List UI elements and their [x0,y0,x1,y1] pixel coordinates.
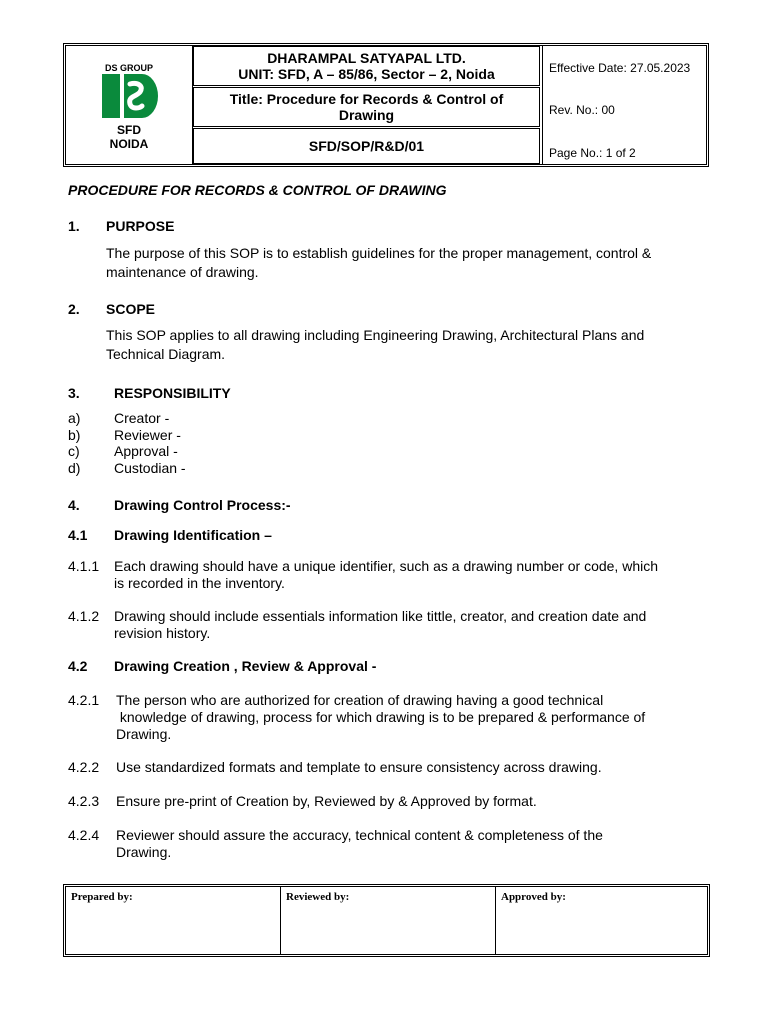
section-4-2-heading: Drawing Creation , Review & Approval - [114,658,377,674]
section-4-number: 4. [68,497,80,513]
header-table [63,43,709,167]
section-2-number: 2. [68,301,80,317]
page-number: Page No.: 1 of 2 [549,146,636,160]
clause-4-2-4-line2: Drawing. [116,844,172,860]
effective-date: Effective Date: 27.05.2023 [549,61,691,75]
clause-4-1-1-number: 4.1.1 [68,558,100,574]
section-3-heading: RESPONSIBILITY [114,385,231,401]
doc-number: SFD/SOP/R&D/01 [308,138,425,154]
responsibility-letter: c) [68,443,80,459]
clause-4-1-2-line1: Drawing should include essentials information like tittle, creator, and creation date and [114,608,647,624]
responsibility-letter: a) [68,410,81,426]
responsibility-letter: d) [68,460,81,476]
clause-4-2-2-line1: Use standardized formats and template to ensure consistency across drawing. [116,759,602,775]
revision-number: Rev. No.: 00 [549,103,615,117]
clause-4-2-1-line1: The person who are authorized for creation of drawing having a good technical [116,692,604,708]
clause-4-2-4-number: 4.2.4 [68,827,100,843]
section-1-number: 1. [68,218,80,234]
section-4-2-number: 4.2 [68,658,88,674]
prepared-by-cell [66,887,281,954]
scope-text-line1: This SOP applies to all drawing including Engineering Drawing, Architectural Plans and [106,327,645,343]
section-4-1-heading: Drawing Identification – [114,527,272,543]
reviewed-by-cell [281,887,496,954]
doc-title-line1: Title: Procedure for Records & Control of [229,91,504,107]
clause-4-1-1-line2: is recorded in the inventory. [114,575,285,591]
prepared-by-label: Prepared by: [71,891,133,903]
company-box [193,46,540,86]
responsibility-item: Creator - [114,410,170,426]
clause-4-1-2-line2: revision history. [114,625,211,641]
responsibility-item: Custodian - [114,460,186,476]
purpose-text-line1: The purpose of this SOP is to establish guidelines for the proper management, control & [106,245,652,261]
clause-4-2-3-number: 4.2.3 [68,793,100,809]
header-right [542,46,707,164]
doc-number-box [193,128,540,164]
section-2-heading: SCOPE [106,301,156,317]
logo-cell [66,46,193,164]
section-4-heading: Drawing Control Process:- [114,497,291,513]
unit-address: UNIT: SFD, A – 85/86, Sector – 2, Noida [238,66,495,82]
title-box [193,87,540,127]
clause-4-2-1-number: 4.2.1 [68,692,100,708]
clause-4-1-1-line1: Each drawing should have a unique identifier, such as a drawing number or code, which [114,558,658,574]
doc-title-line2: Drawing [338,107,395,123]
clause-4-2-1-line2: knowledge of drawing, process for which drawing is to be prepared & performance of [116,709,646,725]
clause-4-2-4-line1: Reviewer should assure the accuracy, technical content & completeness of the [116,827,603,843]
clause-4-2-1-line3: Drawing. [116,726,172,742]
section-3-number: 3. [68,385,80,401]
approved-by-cell [496,887,707,954]
reviewed-by-label: Reviewed by: [286,891,350,903]
responsibility-letter: b) [68,427,81,443]
clause-4-1-2-number: 4.1.2 [68,608,100,624]
section-1-heading: PURPOSE [106,218,175,234]
responsibility-item: Approval - [114,443,178,459]
procedure-title: PROCEDURE FOR RECORDS & CONTROL OF DRAWING [68,182,447,198]
approved-by-label: Approved by: [501,891,566,903]
header-middle [193,46,541,164]
responsibility-item: Reviewer - [114,427,181,443]
ds-logo-icon [102,74,158,118]
clause-4-2-3-line1: Ensure pre-print of Creation by, Reviewed by & Approved by format. [116,793,537,809]
logo-line1: SFD [117,123,141,137]
section-4-1-number: 4.1 [68,527,88,543]
clause-4-2-2-number: 4.2.2 [68,759,100,775]
company-name: DHARAMPAL SATYAPAL LTD. [267,50,466,66]
logo-brand: DS GROUP [104,63,153,73]
signature-table [63,884,710,957]
purpose-text-line2: maintenance of drawing. [106,264,259,280]
logo-line2: NOIDA [109,137,149,151]
scope-text-line2: Technical Diagram. [106,346,226,362]
